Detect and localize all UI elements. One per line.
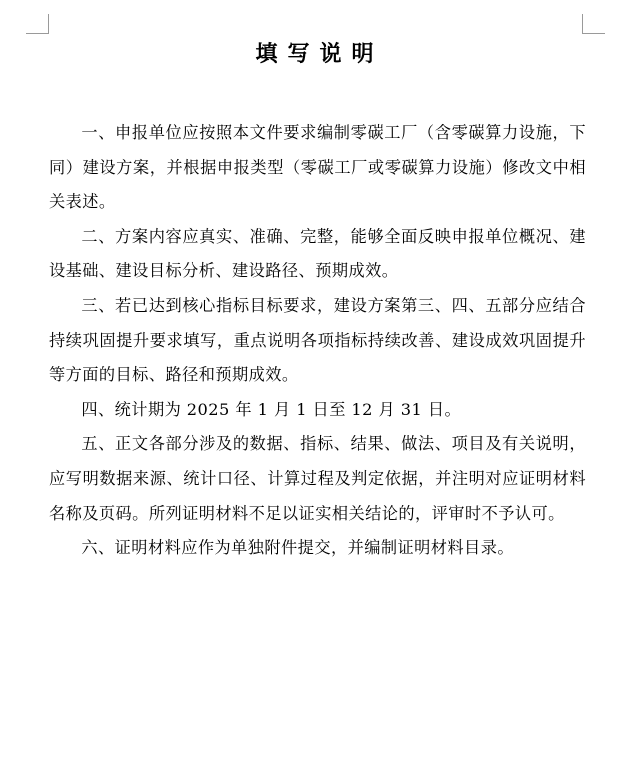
- document-body: [49, 116, 586, 566]
- paragraph-1: 一、申报单位应按照本文件要求编制零碳工厂（含零碳算力设施，下同）建设方案，并根据申报类型（零碳工厂或零碳算力设施）修改文中相关表述。: [49, 123, 586, 212]
- paragraph-3: 三、若已达到核心指标目标要求，建设方案第三、四、五部分应结合持续巩固提升要求填写，重点说明各项指标持续改善、建设成效巩固提升等方面的目标、路径和预期成效。: [49, 295, 586, 385]
- document-title: 填写说明: [255, 41, 384, 67]
- paragraph-6: 六、证明材料应作为单独附件提交，并编制证明材料目录。: [81, 538, 514, 558]
- paragraph-4: 四、统计期为 2025 年 1 月 1 日至 12 月 31 日。: [81, 399, 462, 419]
- page-corner-mark-top-left: [26, 14, 49, 34]
- page-corner-mark-top-right: [582, 14, 605, 34]
- paragraph-2: 二、方案内容应真实、准确、完整，能够全面反映申报单位概况、建设基础、建设目标分析、建设路径、预期成效。: [49, 226, 586, 281]
- paragraph-5: 五、正文各部分涉及的数据、指标、结果、做法、项目及有关说明，应写明数据来源、统计口径、计算过程及判定依据，并注明对应证明材料名称及页码。所列证明材料不足以证实相关结论的，评审时不予认可。: [49, 434, 586, 523]
